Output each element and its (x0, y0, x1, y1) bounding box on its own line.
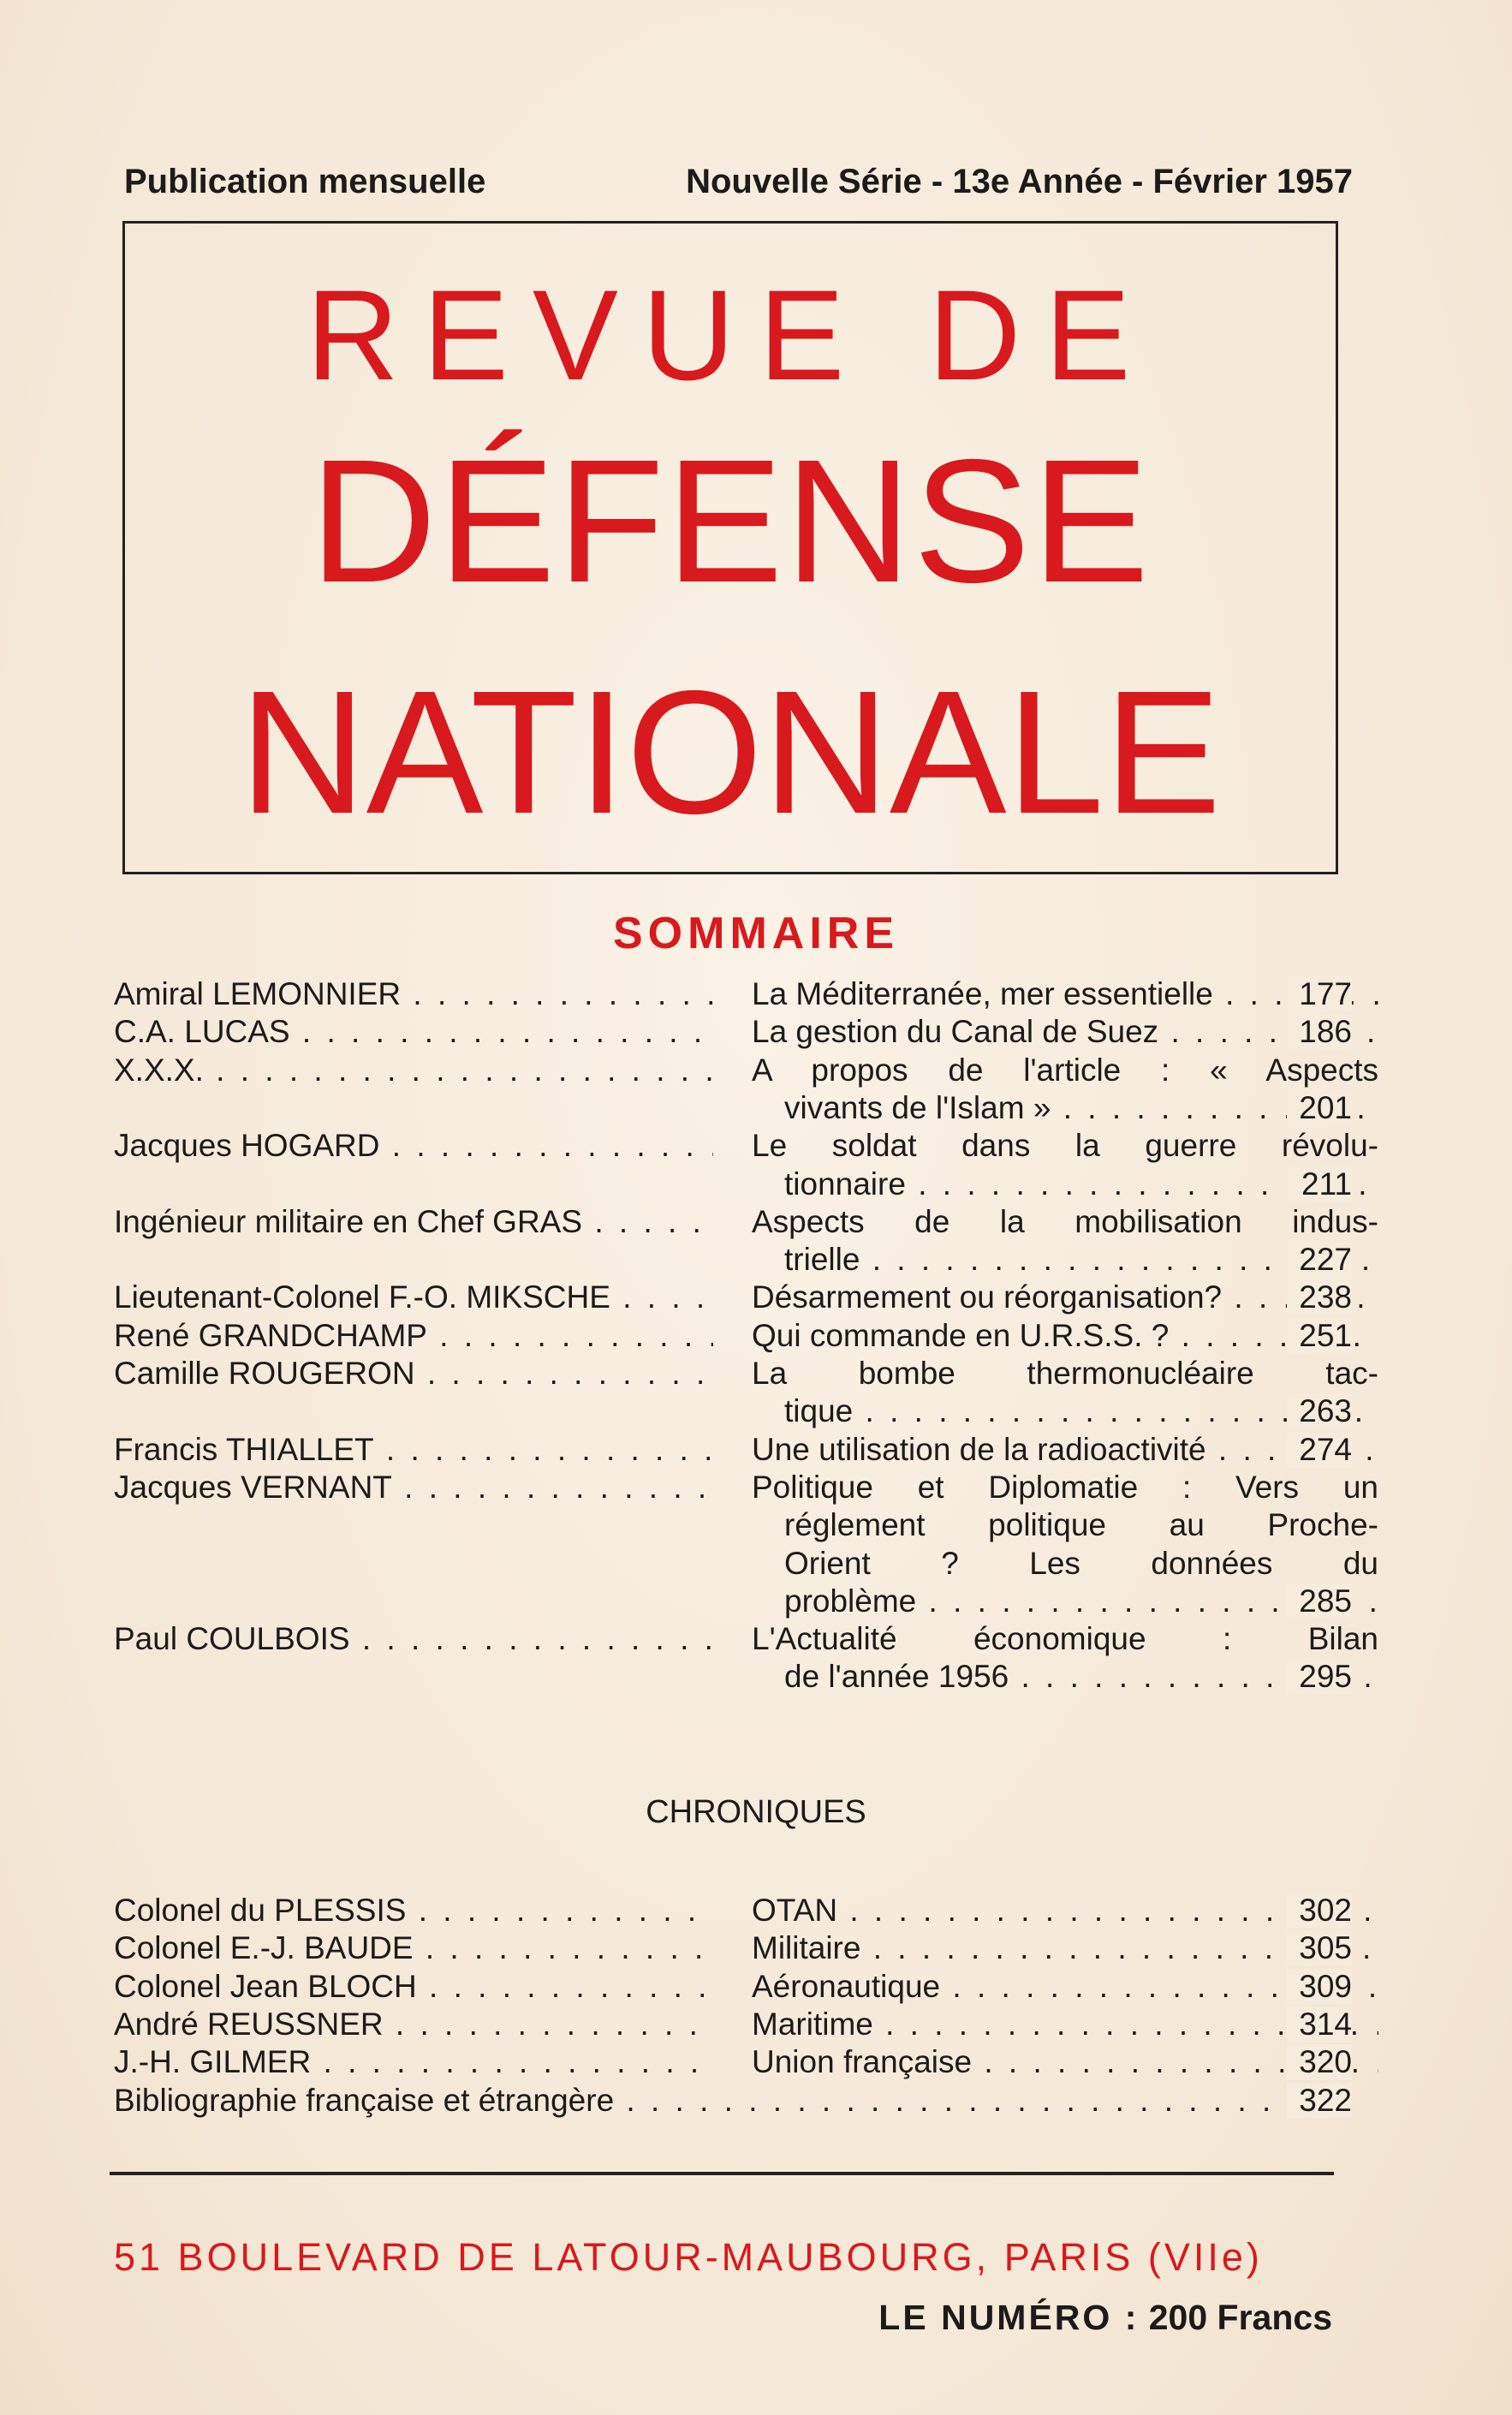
bibliography-page-number: 322 (1287, 2083, 1352, 2119)
chronique-author: Colonel Jean BLOCH . . . (114, 1969, 713, 2005)
toc-title: Aspects de la mobilisation indus- (752, 1203, 1378, 1239)
chronique-title: Aéronautique . . . (752, 1969, 1378, 2005)
chronique-line (114, 2044, 1352, 2082)
toc-line (114, 1356, 1378, 1393)
toc-title: Politique et Diplomatie : Vers un (752, 1469, 1378, 1505)
toc-title: Désarmement ou réorganisation? . . . (752, 1279, 1378, 1315)
toc-line (114, 1507, 1378, 1545)
chronique-line (114, 2006, 1352, 2044)
toc-page-number: 186 (1287, 1014, 1352, 1050)
toc-line (114, 976, 1352, 1014)
toc-page-number: 274 (1287, 1432, 1352, 1468)
toc-author: Amiral LEMONNIER . . . (114, 976, 713, 1012)
chronique-author: Colonel E.-J. BAUDE . . . (114, 1930, 713, 1966)
chronique-page-number: 314 (1287, 2007, 1352, 2042)
toc-title: A propos de l'article : « Aspects (752, 1052, 1378, 1088)
toc-author: René GRANDCHAMP . . . (114, 1318, 713, 1354)
bibliography-label: Bibliographie française et étrangère . . . (114, 2083, 1287, 2119)
toc-line (114, 1128, 1378, 1166)
toc-line (114, 1621, 1378, 1659)
chronique-title: Militaire . . . (752, 1930, 1378, 1966)
chronique-author: J.-H. GILMER . . . (114, 2044, 713, 2080)
toc-line (114, 1089, 1352, 1128)
toc-author: Camille ROUGERON . . . (114, 1356, 713, 1392)
toc-page-number: 238 (1287, 1279, 1352, 1315)
chronique-line (114, 1893, 1352, 1930)
toc-line (114, 1393, 1352, 1431)
toc-page-number: 251 (1287, 1318, 1352, 1354)
header-line (124, 163, 1353, 201)
chronique-page-number: 305 (1287, 1930, 1352, 1966)
chronique-author: André REUSSNER . . . (114, 2007, 713, 2042)
chroniques-heading: CHRONIQUES (646, 1794, 866, 1830)
publisher-address: 51 BOULEVARD DE LATOUR-MAUBOURG, PARIS (VIIe) (114, 2235, 1263, 2279)
toc-author: Ingénieur militaire en Chef GRAS . . . (114, 1204, 713, 1240)
toc-page-number: 201 (1287, 1090, 1352, 1126)
toc-line (114, 1014, 1352, 1052)
price-label: LE NUMÉRO : (878, 2298, 1140, 2337)
toc-author: Lieutenant-Colonel F.-O. MIKSCHE . . . (114, 1279, 713, 1315)
issue-price (878, 2298, 1332, 2338)
toc-line (114, 1469, 1378, 1507)
toc-author: C.A. LUCAS . . . (114, 1014, 713, 1050)
chronique-line (114, 1930, 1352, 1968)
toc-author: X.X.X. . . . (114, 1052, 713, 1088)
toc-title: tionnaire . . . (752, 1166, 1378, 1202)
toc-author: Jacques VERNANT . . . (114, 1470, 713, 1506)
chronique-title: OTAN . . . (752, 1893, 1378, 1929)
toc-title: La gestion du Canal de Suez . . . (752, 1014, 1378, 1050)
toc-line (114, 1659, 1352, 1696)
toc-line (114, 1545, 1378, 1583)
toc-page-number: 227 (1287, 1242, 1352, 1278)
toc-title: Qui commande en U.R.S.S. ? . . . (752, 1318, 1378, 1354)
toc-title: Le soldat dans la guerre révolu- (752, 1128, 1378, 1164)
toc-title: Orient ? Les données du (784, 1545, 1378, 1581)
toc-title: problème . . . (752, 1583, 1378, 1619)
chronique-page-number: 320 (1287, 2044, 1352, 2080)
toc-title: L'Actualité économique : Bilan (752, 1621, 1378, 1657)
toc-line (114, 1242, 1352, 1279)
toc-line (114, 1052, 1378, 1090)
sommaire-heading: SOMMAIRE (613, 909, 899, 958)
toc-title: La Méditerranée, mer essentielle . . . (752, 976, 1378, 1012)
toc-author: Francis THIALLET . . . (114, 1432, 713, 1468)
toc-line (114, 1166, 1352, 1204)
toc-page-number: 177 (1287, 976, 1352, 1012)
toc-title: réglement politique au Proche- (784, 1507, 1378, 1543)
toc-title: Une utilisation de la radioactivité . . . (752, 1432, 1378, 1468)
toc-page-number: 211 (1287, 1166, 1352, 1202)
masthead-line-2: DÉFENSE (309, 423, 1152, 619)
masthead-line-1: REVUE DE (306, 263, 1155, 407)
toc-page-number: 263 (1287, 1393, 1352, 1429)
issue-info: Nouvelle Série - 13e Année - Février 1957 (686, 163, 1353, 200)
chronique-line (114, 1968, 1352, 2007)
price-value: 200 Francs (1148, 2298, 1332, 2337)
toc-author: Jacques HOGARD . . . (114, 1128, 713, 1164)
masthead-box (122, 221, 1338, 874)
toc-line (114, 1431, 1352, 1470)
chronique-page-number: 309 (1287, 1969, 1352, 2005)
toc-title: trielle . . . (752, 1242, 1378, 1278)
toc-page-number: 285 (1287, 1583, 1352, 1619)
toc-title: La bombe thermonucléaire tac- (752, 1356, 1378, 1391)
chronique-page-number: 302 (1287, 1893, 1352, 1929)
toc-title: de l'année 1956 . . . (752, 1659, 1378, 1695)
masthead-line-3: NATIONALE (239, 654, 1222, 850)
bibliography-line (114, 2082, 1352, 2120)
chronique-title: Maritime . . . (752, 2007, 1378, 2042)
toc-title: vivants de l'Islam » . . . (752, 1090, 1378, 1126)
toc-line (114, 1317, 1352, 1356)
chronique-title: Union française . . . (752, 2044, 1378, 2080)
toc-line (114, 1279, 1352, 1317)
toc-page-number: 295 (1287, 1659, 1352, 1695)
footer-rule (110, 2172, 1334, 2175)
chronique-author: Colonel du PLESSIS . . . (114, 1893, 713, 1929)
toc-line (114, 1583, 1352, 1621)
toc-author: Paul COULBOIS . . . (114, 1621, 713, 1657)
toc-line (114, 1203, 1378, 1242)
publication-frequency: Publication mensuelle (124, 163, 486, 200)
toc-title: tique . . . (752, 1393, 1378, 1429)
